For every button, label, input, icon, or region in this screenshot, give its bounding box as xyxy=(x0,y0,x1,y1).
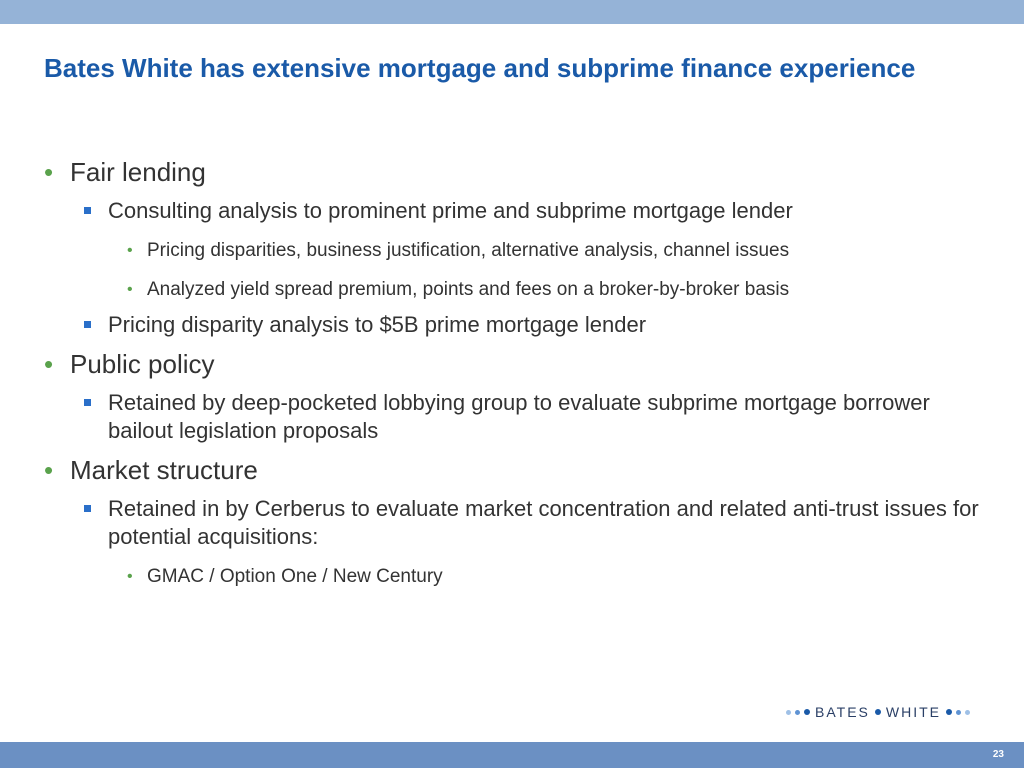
bullet-content xyxy=(44,155,984,590)
logo-dot-icon xyxy=(804,709,810,715)
bates-white-logo xyxy=(784,702,972,722)
square-bullet-icon xyxy=(84,321,91,328)
square-bullet-icon xyxy=(84,505,91,512)
logo-word-white: WHITE xyxy=(885,704,941,720)
page-number: 23 xyxy=(992,749,1004,760)
bullet-item-level-1 xyxy=(44,453,984,487)
logo-dot-icon xyxy=(965,710,970,715)
bullet-item-level-1 xyxy=(44,155,984,189)
bullet-item-level-2 xyxy=(44,197,984,225)
bullet-item-level-3 xyxy=(44,238,984,264)
bullet-text: Pricing disparity analysis to $5B prime mortgage lender xyxy=(108,312,647,337)
bullet-item-level-3 xyxy=(44,277,984,303)
square-bullet-icon xyxy=(84,207,91,214)
slide-title: Bates White has extensive mortgage and subprime finance experience xyxy=(44,53,916,83)
bullet-text: GMAC / Option One / New Century xyxy=(147,566,443,587)
bullet-text: Retained in by Cerberus to evaluate market concentration and related anti-trust issues for potential acquisitions: xyxy=(108,496,979,549)
bullet-item-level-2 xyxy=(44,495,984,551)
small-round-bullet-icon: • xyxy=(127,242,133,259)
bullet-text: Market structure xyxy=(70,455,258,485)
bullet-text: Public policy xyxy=(70,349,215,379)
logo-dot-icon xyxy=(956,710,961,715)
logo-dot-icon xyxy=(875,709,881,715)
bottom-banner xyxy=(0,742,1024,768)
logo-dot-icon xyxy=(946,709,952,715)
bullet-item-level-3 xyxy=(44,564,984,590)
logo-word-bates: BATES xyxy=(815,704,870,720)
bullet-text: Analyzed yield spread premium, points and fees on a broker-by-broker basis xyxy=(147,279,790,300)
bullet-item-level-1 xyxy=(44,347,984,381)
top-banner xyxy=(0,0,1024,24)
bullet-text: Fair lending xyxy=(70,157,206,187)
round-bullet-icon: • xyxy=(44,455,54,485)
bullet-item-level-2 xyxy=(44,389,984,445)
round-bullet-icon: • xyxy=(44,157,54,187)
square-bullet-icon xyxy=(84,399,91,406)
bullet-item-level-2 xyxy=(44,311,984,339)
bullet-text: Pricing disparities, business justification, alternative analysis, channel issues xyxy=(147,240,790,261)
logo-dot-icon xyxy=(795,710,800,715)
bullet-text: Consulting analysis to prominent prime and subprime mortgage lender xyxy=(108,198,793,223)
logo-dot-icon xyxy=(786,710,791,715)
bullet-text: Retained by deep-pocketed lobbying group to evaluate subprime mortgage borrower bailout legislation proposals xyxy=(108,390,930,443)
round-bullet-icon: • xyxy=(44,349,54,379)
small-round-bullet-icon: • xyxy=(127,281,133,298)
small-round-bullet-icon: • xyxy=(127,568,133,585)
